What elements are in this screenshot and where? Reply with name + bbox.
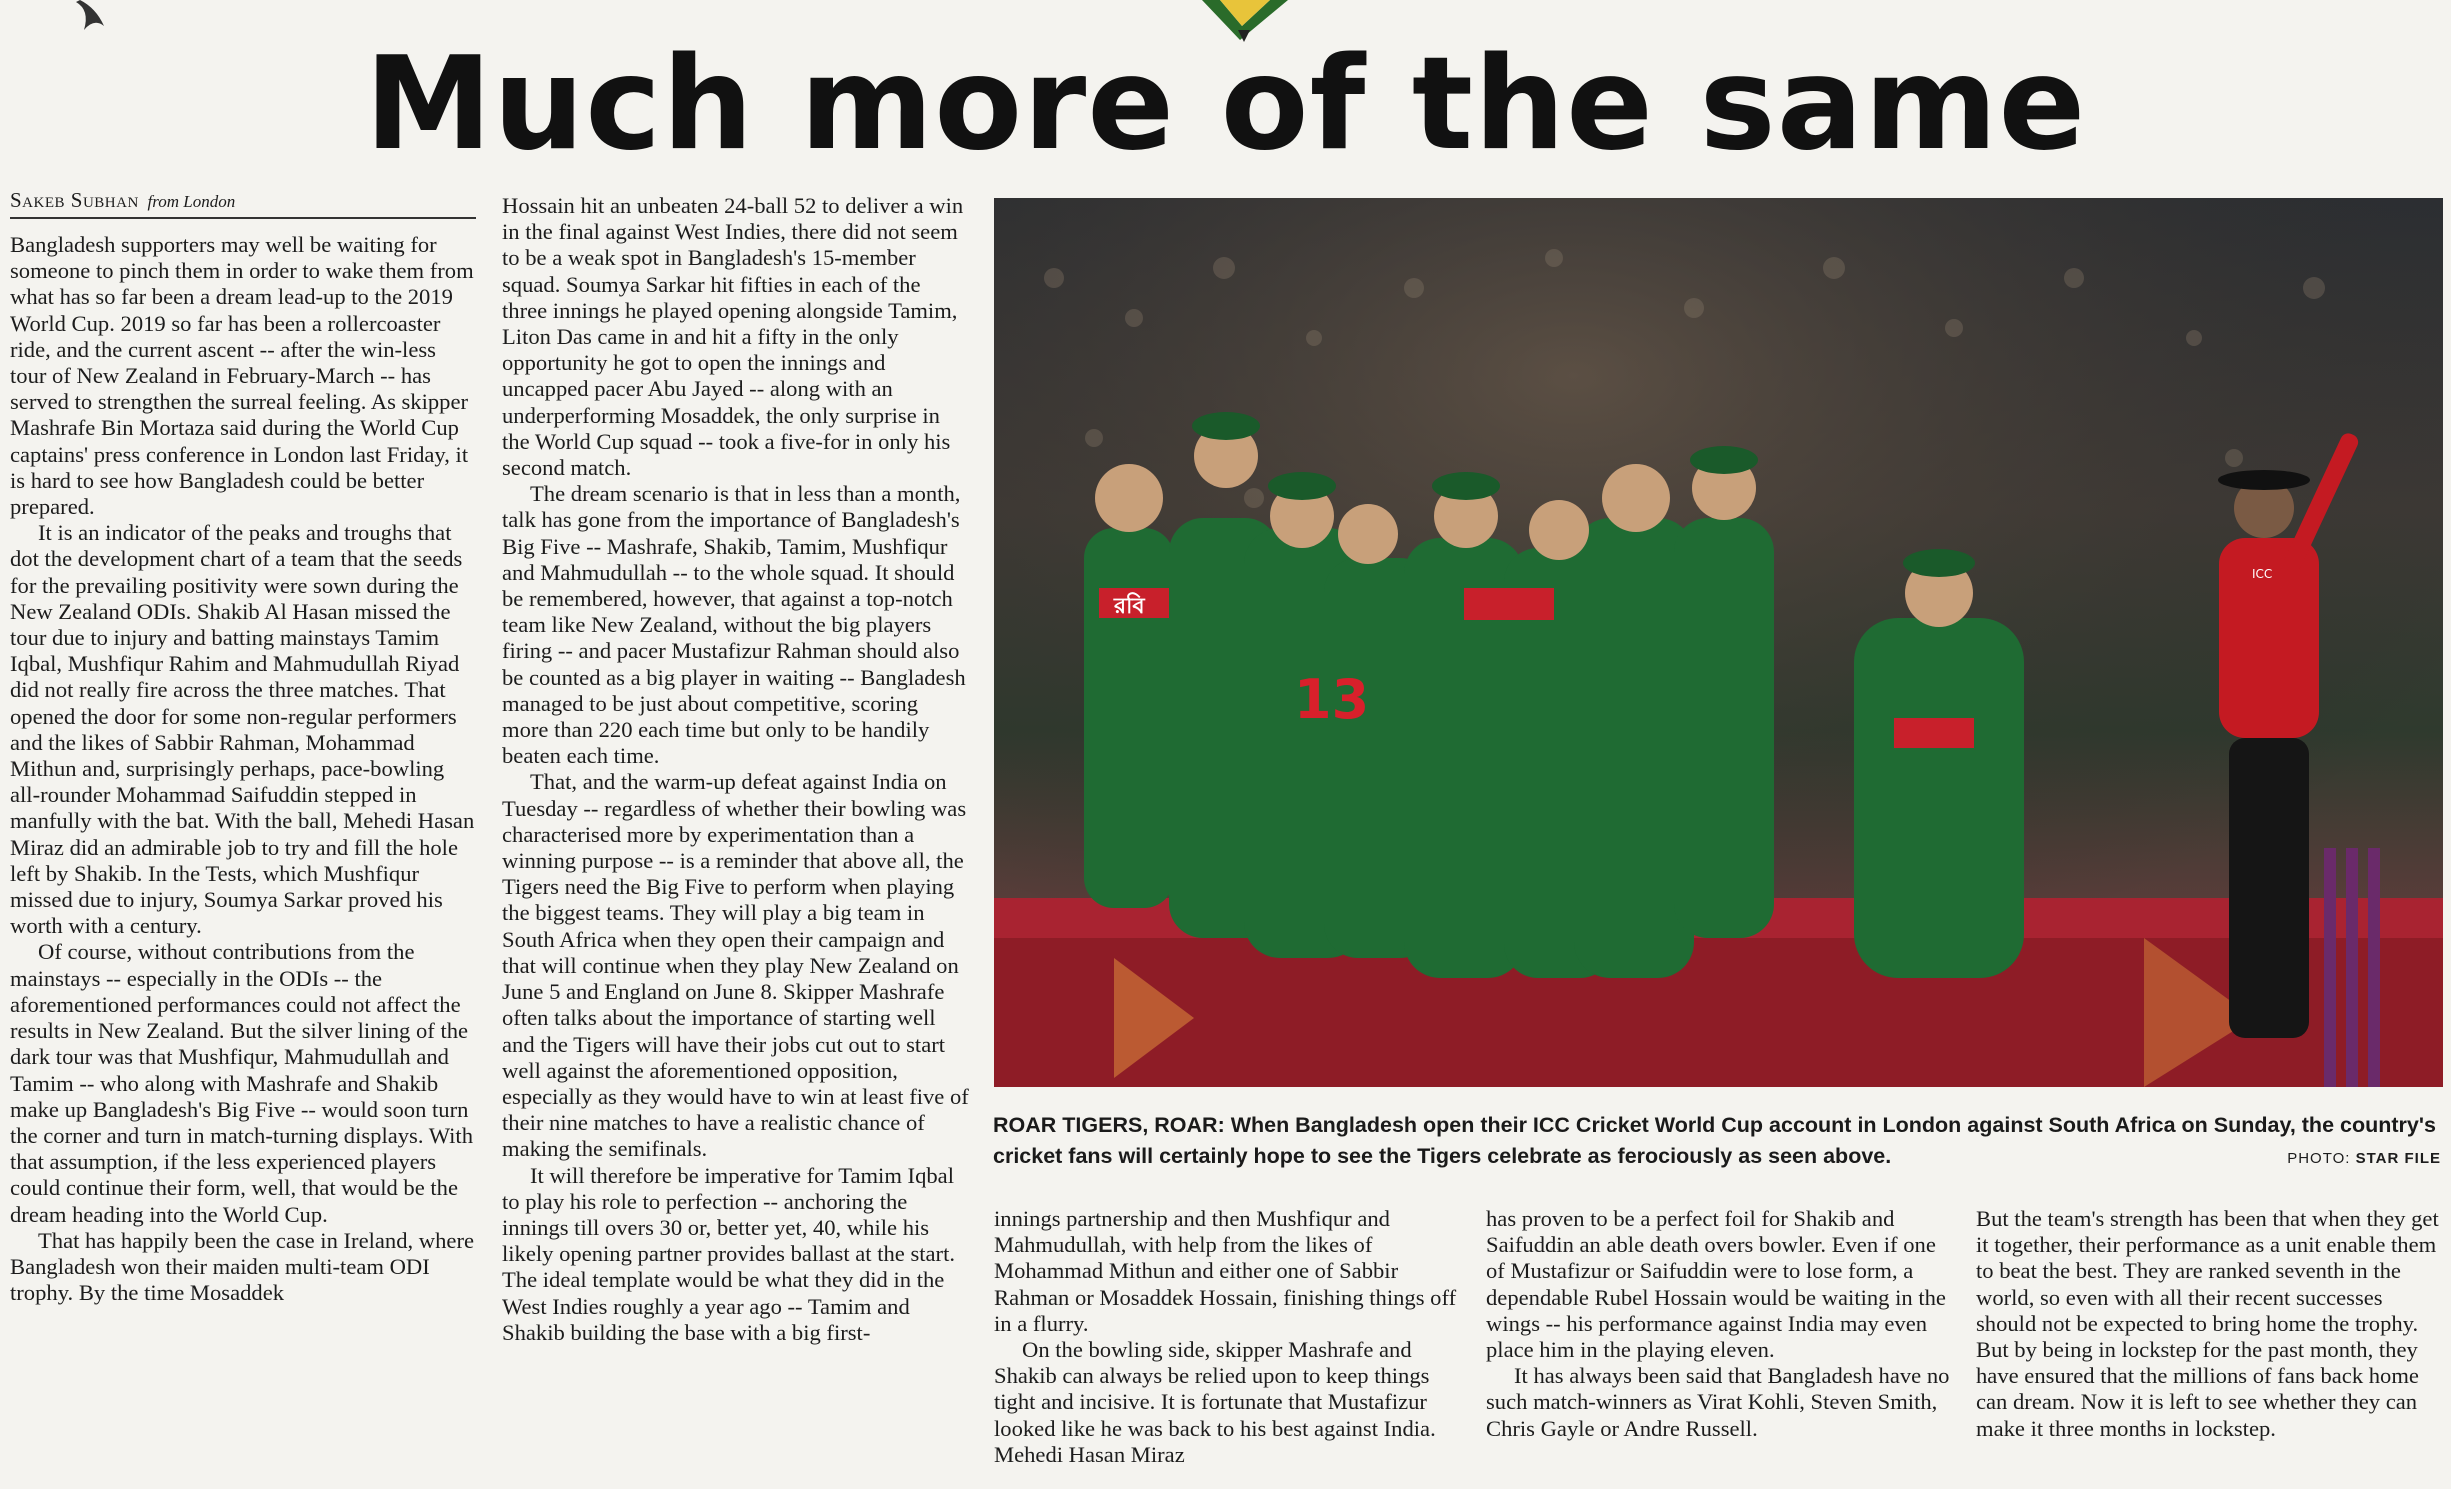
article-column-5 xyxy=(1976,1206,2444,1466)
paragraph: But the team's strength has been that when they get it together, their performance as a unit enable them to beat the best. They are ranked seventh in the world, so even with all their recent successes should not be expected to bring home the trophy. But by being in lockstep for the past month, they have ensured that the millions of fans back home can dream. Now it is left to see whether they can make it three months in lockstep. xyxy=(1976,1206,2439,1441)
photo-caption: ROAR TIGERS, ROAR: When Bangladesh open their ICC Cricket World Cup account in London against South Africa on Sunday, the country's cricket fans will certainly hope to see the Tigers celebrate as ferociously as seen above. xyxy=(993,1113,2436,1168)
article-column-3 xyxy=(994,1206,1464,1466)
paragraph: On the bowling side, skipper Mashrafe and Shakib can always be relied upon to keep things tight and incisive. It is fortunate that Mustafizur looked like he was back to his best against India. Mehedi Hasan Miraz xyxy=(994,1337,1436,1466)
paragraph: Of course, without contributions from the mainstays -- especially in the ODIs -- the aforementioned performances could not affect the results in New Zealand. But the silver lining of the dark tour was that Mushfiqur, Mahmudullah and Tamim -- who along with Mashrafe and Shakib make up Bangladesh's Big Five -- would soon turn the corner and turn in match-turning displays. With that assumption, if the less experienced players could continue their form, well, that would be the dream heading into the World Cup. xyxy=(10,939,473,1227)
stumps xyxy=(2324,848,2380,1087)
celebration-photo xyxy=(994,198,2443,1087)
umpire-badge: ICC xyxy=(2252,567,2273,581)
paragraph: That has happily been the case in Ireland, where Bangladesh won their maiden multi-team ODI trophy. By the time Mosaddek xyxy=(10,1227,474,1306)
top-logo-fragment-left xyxy=(70,0,110,34)
paragraph: That, and the warm-up defeat against India on Tuesday -- regardless of whether their bowling was characterised more by experimentation than a winning purpose -- is a reminder that above all, the Tigers need the Big Five to perform when playing the biggest teams. They will play a big team in South Africa when they open their campaign and that will continue when they play New Zealand on June 5 and England on June 8. Skipper Mashrafe often talks about the importance of starting well and the Tigers will have their jobs cut out to start well against the aforementioned opposition, especially as they would have to win at least five of their nine matches to have a realistic chance of making the semifinals. xyxy=(502,769,969,1162)
paragraph: It will therefore be imperative for Tamim Iqbal to play his role to perfection -- anchoring the innings till overs 30 or, better yet, 40, while his likely opening partner provides ballast at the start. The ideal template would be what they did in the West Indies roughly a year ago -- Tamim and Shakib building the base with a big first- xyxy=(502,1162,956,1345)
paragraph: innings partnership and then Mushfiqur and Mahmudullah, with help from the likes of Mohammad Mithun and either one of Sabbir Rahman or Mosaddek Hossain, finishing things off in a flurry. xyxy=(994,1206,1457,1336)
jersey-sponsor-text: রবি xyxy=(1114,594,1145,619)
paragraph: It has always been said that Bangladesh have no such match-winners as Virat Kohli, Steven Smith, Chris Gayle or Andre Russell. xyxy=(1486,1363,1950,1441)
paragraph: Bangladesh supporters may well be waiting for someone to pinch them in order to wake them from what has so far been a dream lead-up to the 2019 World Cup. 2019 so far has been a rollercoaster ride, and the current ascent -- after the win-less tour of New Zealand in February-March -- has served to strengthen the surreal feeling. As skipper Mashrafe Bin Mortaza said during the World Cup captains' press conference in London last Friday, it is hard to see how Bangladesh could be better prepared. xyxy=(10,232,474,520)
jersey-number: 13 xyxy=(1294,668,1370,731)
article-column-4 xyxy=(1486,1206,1956,1466)
paragraph: The dream scenario is that in less than a month, talk has gone from the importance of Bangladesh's Big Five -- Mashrafe, Shakib, Tamim, Mushfiqur and Mahmudullah -- to the whole squad. It should be remembered, however, that against a top-notch team like New Zealand, without the big players firing -- and pacer Mustafizur Rahman should also be counted as a big player in waiting -- Bangladesh managed to be just about competitive, scoring more than 220 each time but only to be handily beaten each time. xyxy=(502,481,966,769)
article-column-2 xyxy=(502,193,970,1463)
byline xyxy=(10,188,476,219)
photo-illustration xyxy=(994,198,2443,1087)
headline: Much more of the same xyxy=(364,30,2087,179)
byline-author: Sakeb Subhan xyxy=(10,188,139,212)
paragraph: It is an indicator of the peaks and troughs that dot the development chart of a team that the seeds for the prevailing positivity were sown during the New Zealand ODIs. Shakib Al Hasan missed the tour due to injury and batting mainstays Tamim Iqbal, Mushfiqur Rahim and Mahmudullah Riyad did not really fire across the three matches. That opened the door for some non-regular performers and the likes of Sabbir Rahman, Mohammad Mithun and, surprisingly perhaps, pace-bowling all-rounder Mohammad Saifuddin stepped in manfully with the bat. With the ball, Mehedi Hasan Miraz did an admirable job to try and fill the hole left by Shakib. In the Tests, which Mushfiqur missed due to injury, Soumya Sarkar proved his worth with a century. xyxy=(10,520,475,939)
paragraph: has proven to be a perfect foil for Shakib and Saifuddin an able death overs bowler. Even if one of Mustafizur or Saifuddin were to lose form, a dependable Rubel Hossain would be waiting in the wings -- his performance against India may even place him in the playing eleven. xyxy=(1486,1206,1946,1363)
paragraph: Hossain hit an unbeaten 24-ball 52 to deliver a win in the final against West Indies, there did not seem to be a weak spot in Bangladesh's 15-member squad. Soumya Sarkar hit fifties in each of the three innings he played opening alongside Tamim, Liton Das came in and hit a fifty in the only opportunity he got to open the innings and uncapped pacer Abu Jayed -- along with an underperforming Mosaddek, the only surprise in the World Cup squad -- took a five-for in only his second match. xyxy=(502,193,964,481)
photo-credit-label: PHOTO: xyxy=(2287,1150,2351,1167)
photo-credit-source: STAR FILE xyxy=(2355,1150,2441,1167)
photo-credit xyxy=(2287,1150,2441,1167)
article-column-1 xyxy=(10,232,476,1462)
byline-location: from London xyxy=(147,192,236,211)
